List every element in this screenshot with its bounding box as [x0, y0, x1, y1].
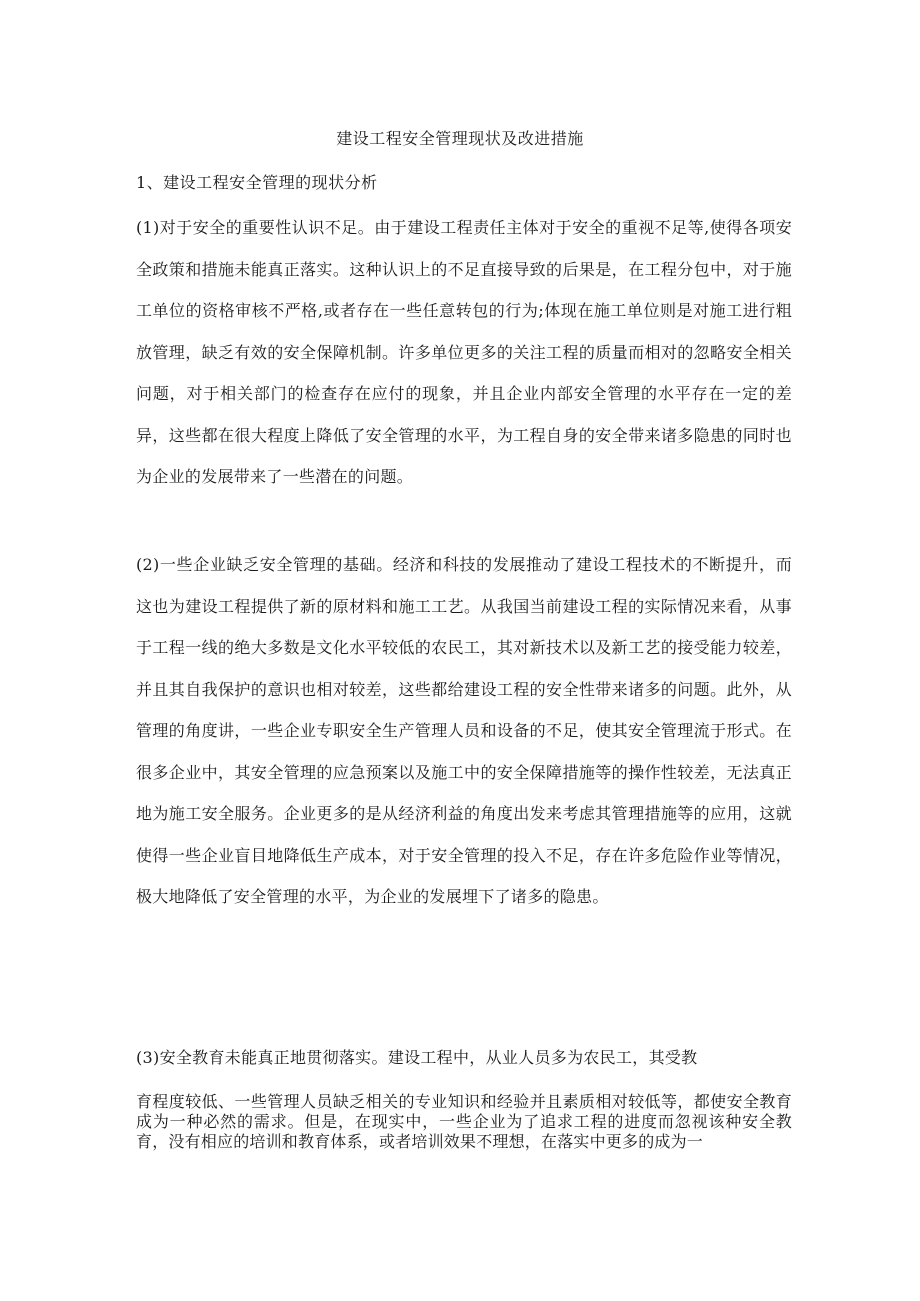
document-title: 建设工程安全管理现状及改进措施 [336, 129, 584, 148]
section-heading: 1、建设工程安全管理的现状分析 [136, 173, 378, 192]
paragraph-continuation: 育程度较低、一些管理人员缺乏相关的专业知识和经验并且素质相对较低等，都使安全教育成为一种必然的需求。但是，在现实中，一些企业为了追求工程的进度而忽视该种安全教育，没有相应的培训和教育体系，或者培训效果不理想，在落实中更多的成为一 [136, 1092, 792, 1151]
paragraph-1: (1)对于安全的重要性认识不足。由于建设工程责任主体对于安全的重视不足等,使得各项安全政策和措施未能真正落实。这种认识上的不足直接导致的后果是，在工程分包中，对于施工单位的资格审核不严格,或者存在一些任意转包的行为;体现在施工单位则是对施工进行粗放管理，缺乏有效的安全保障机制。许多单位更多的关注工程的质量而相对的忽略安全相关问题，对于相关部门的检查存在应付的现象，并且企业内部安全管理的水平存在一定的差异，这些都在很大程度上降低了安全管理的水平，为工程自身的安全带来诸多隐患的同时也为企业的发展带来了一些潜在的问题。 [136, 218, 792, 486]
paragraph-3: (3)安全教育未能真正地贯彻落实。建设工程中，从业人员多为农民工，其受教 [136, 1048, 698, 1067]
paragraph-2: (2)一些企业缺乏安全管理的基础。经济和科技的发展推动了建设工程技术的不断提升，而这也为建设工程提供了新的原材料和施工工艺。从我国当前建设工程的实际情况来看，从事于工程一线的绝大多数是文化水平较低的农民工，其对新技术以及新工艺的接受能力较差，并且其自我保护的意识也相对较差，这些都给建设工程的安全性带来诸多的问题。此外，从管理的角度讲，一些企业专职安全生产管理人员和设备的不足，使其安全管理流于形式。在很多企业中，其安全管理的应急预案以及施工中的安全保障措施等的操作性较差，无法真正地为施工安全服务。企业更多的是从经济利益的角度出发来考虑其管理措施等的应用，这就使得一些企业盲目地降低生产成本，对于安全管理的投入不足，存在许多危险作业等情况，极大地降低了安全管理的水平，为企业的发展埋下了诸多的隐患。 [136, 555, 792, 906]
